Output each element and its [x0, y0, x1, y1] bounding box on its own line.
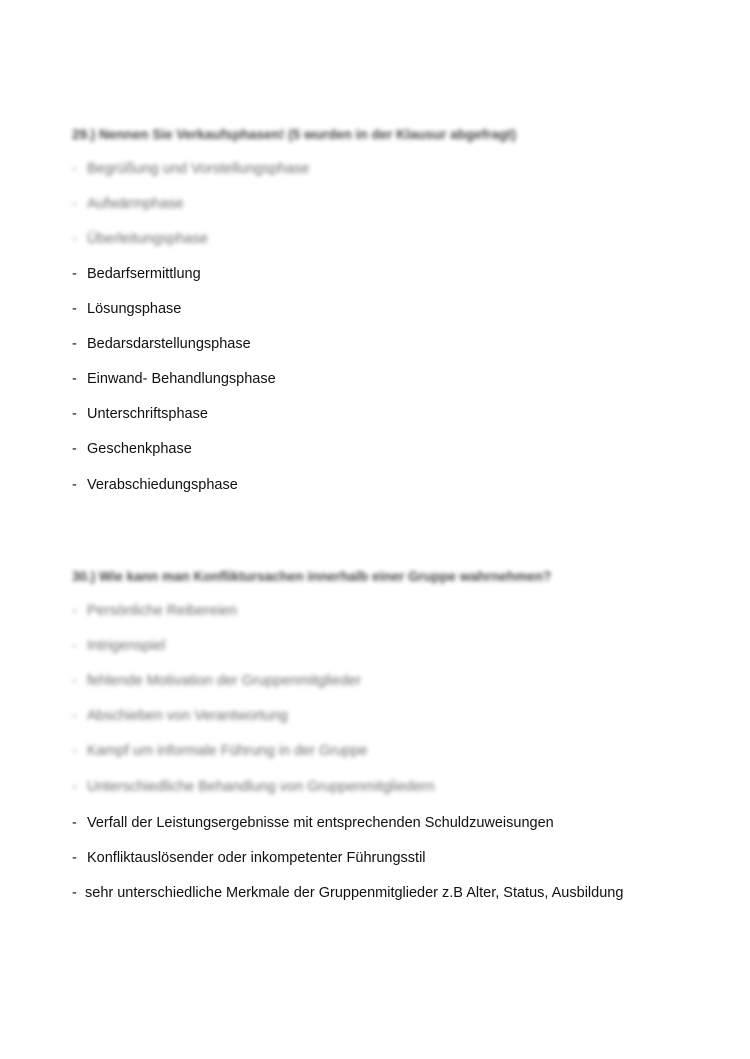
list-item: - Abschieben von Verantwortung: [72, 708, 288, 724]
section-heading-30: 30.) Wie kann man Konfliktursachen innerhalb einer Gruppe wahrnehmen?: [72, 569, 552, 584]
list-item: - Unterschriftsphase: [72, 406, 208, 422]
list-item: - Persönliche Reibereien: [72, 603, 237, 619]
list-item: - Überleitungsphase: [72, 231, 208, 247]
list-item: - Lösungsphase: [72, 301, 182, 317]
list-item: - Einwand- Behandlungsphase: [72, 371, 276, 387]
list-item: - Aufwärmphase: [72, 196, 184, 212]
list-item: - Geschenkphase: [72, 441, 192, 457]
list-item: - Verabschiedungsphase: [72, 477, 238, 493]
section-heading-29: 29.) Nennen Sie Verkaufsphasen! (5 wurden in der Klausur abgefragt): [72, 127, 517, 142]
list-item: - Bedarsdarstellungsphase: [72, 336, 251, 352]
list-item: - Begrüßung und Vorstellungsphase: [72, 161, 310, 177]
list-item: - Kampf um informale Führung in der Gruppe: [72, 743, 368, 759]
list-item: - Bedarfsermittlung: [72, 266, 201, 282]
list-item: - sehr unterschiedliche Merkmale der Gruppenmitglieder z.B Alter, Status, Ausbildung: [72, 885, 624, 901]
list-item: - Verfall der Leistungsergebnisse mit entsprechenden Schuldzuweisungen: [72, 815, 554, 831]
list-item: - Konfliktauslösender oder inkompetenter Führungsstil: [72, 850, 426, 866]
list-item: - fehlende Motivation der Gruppenmitglieder: [72, 673, 362, 689]
list-item: - Intrigenspiel: [72, 638, 166, 654]
list-item: - Unterschiedliche Behandlung von Gruppenmitgliedern: [72, 779, 435, 795]
